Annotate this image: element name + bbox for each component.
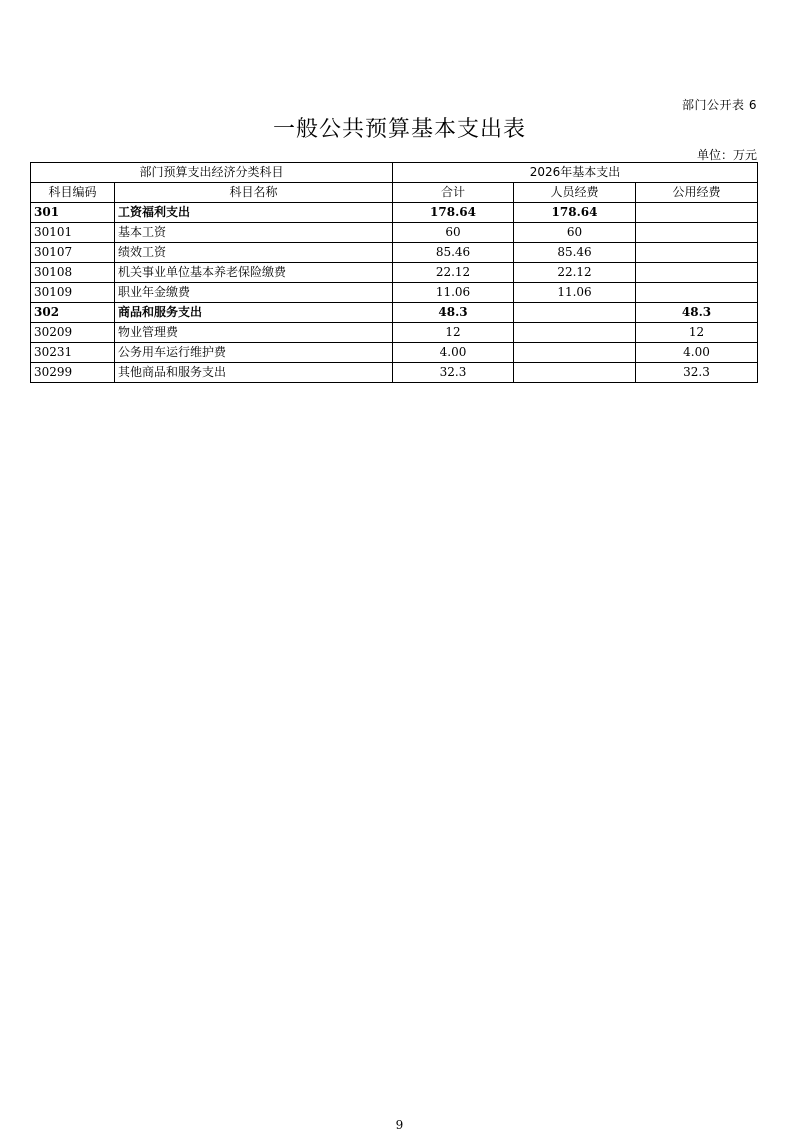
form-label: 部门公开表 6	[682, 98, 757, 112]
row-public	[636, 263, 758, 283]
group-header-row	[31, 163, 758, 183]
row-public	[636, 243, 758, 263]
table-row	[31, 283, 758, 303]
row-personnel: 60	[514, 223, 636, 243]
row-total: 60	[393, 223, 514, 243]
table-row	[31, 343, 758, 363]
column-header-code: 科目编码	[31, 183, 115, 203]
table-row	[31, 203, 758, 223]
column-header-public: 公用经费	[636, 183, 758, 203]
column-header-name: 科目名称	[115, 183, 393, 203]
row-name: 商品和服务支出	[115, 303, 393, 323]
row-code: 30209	[31, 323, 115, 343]
row-code: 302	[31, 303, 115, 323]
row-name: 基本工资	[115, 223, 393, 243]
table-row	[31, 263, 758, 283]
row-total: 85.46	[393, 243, 514, 263]
row-total: 22.12	[393, 263, 514, 283]
row-public: 4.00	[636, 343, 758, 363]
row-public: 12	[636, 323, 758, 343]
table-row	[31, 243, 758, 263]
row-personnel: 85.46	[514, 243, 636, 263]
row-total: 4.00	[393, 343, 514, 363]
row-code: 30109	[31, 283, 115, 303]
row-personnel	[514, 343, 636, 363]
row-name: 绩效工资	[115, 243, 393, 263]
column-header-total: 合计	[393, 183, 514, 203]
unit-label: 单位：万元	[696, 148, 757, 162]
row-public	[636, 283, 758, 303]
group-header-classification: 部门预算支出经济分类科目	[31, 163, 393, 183]
row-name: 职业年金缴费	[115, 283, 393, 303]
row-total: 32.3	[393, 363, 514, 383]
row-public: 48.3	[636, 303, 758, 323]
row-personnel	[514, 303, 636, 323]
column-header-row	[31, 183, 758, 203]
row-name: 其他商品和服务支出	[115, 363, 393, 383]
table-row	[31, 223, 758, 243]
table-row	[31, 363, 758, 383]
row-public: 32.3	[636, 363, 758, 383]
row-code: 30108	[31, 263, 115, 283]
page-title: 一般公共预算基本支出表	[272, 117, 526, 142]
table-row	[31, 303, 758, 323]
row-total: 12	[393, 323, 514, 343]
row-code: 30231	[31, 343, 115, 363]
group-header-basic-expenditure: 2026年基本支出	[393, 163, 758, 183]
row-code: 30107	[31, 243, 115, 263]
row-personnel: 22.12	[514, 263, 636, 283]
table-row	[31, 323, 758, 343]
row-total: 48.3	[393, 303, 514, 323]
row-code: 30101	[31, 223, 115, 243]
column-header-personnel: 人员经费	[514, 183, 636, 203]
row-name: 机关事业单位基本养老保险缴费	[115, 263, 393, 283]
row-personnel: 11.06	[514, 283, 636, 303]
row-personnel: 178.64	[514, 203, 636, 223]
row-code: 30299	[31, 363, 115, 383]
row-code: 301	[31, 203, 115, 223]
row-total: 178.64	[393, 203, 514, 223]
budget-table	[30, 162, 758, 383]
row-name: 公务用车运行维护费	[115, 343, 393, 363]
row-public	[636, 203, 758, 223]
row-public	[636, 223, 758, 243]
row-personnel	[514, 323, 636, 343]
row-personnel	[514, 363, 636, 383]
row-name: 工资福利支出	[115, 203, 393, 223]
row-total: 11.06	[393, 283, 514, 303]
page-number: 9	[395, 1118, 404, 1132]
row-name: 物业管理费	[115, 323, 393, 343]
